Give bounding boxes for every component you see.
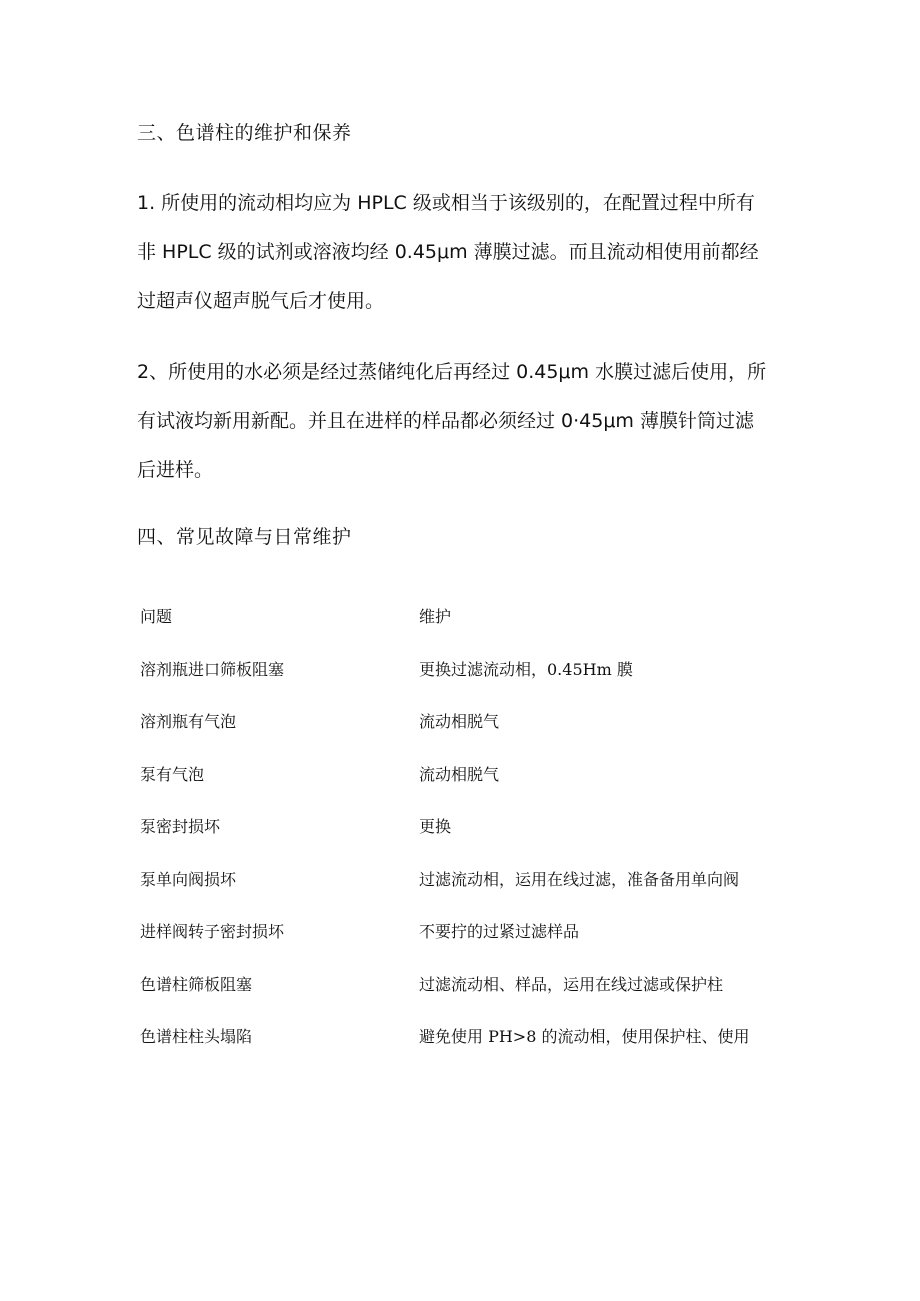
fix-cell: 更换	[419, 817, 452, 836]
header-problem: 问题	[140, 607, 173, 626]
problem-cell: 溶剂瓶进口筛板阻塞	[140, 659, 285, 679]
paragraph-1-line-1: 1. 所使用的流动相均应为 HPLC 级或相当于该级别的，在配置过程中所有	[137, 192, 755, 214]
problem-cell: 泵密封损坏	[140, 817, 221, 836]
table-row	[140, 659, 820, 712]
fix-cell: 流动相脱气	[419, 764, 500, 784]
problem-cell: 色谱柱柱头塌陷	[140, 1027, 253, 1046]
problem-cell: 色谱柱筛板阻塞	[140, 974, 253, 994]
table-row	[140, 869, 820, 922]
maintenance-table	[140, 606, 820, 1079]
table-row	[140, 921, 820, 974]
fix-cell: 过滤流动相，运用在线过滤，准备备用单向阀	[419, 869, 740, 889]
problem-cell: 泵单向阀损坏	[140, 869, 237, 889]
paragraph-2-line-1: 2、所使用的水必须是经过蒸储纯化后再经过 0.45μm 水膜过滤后使用，所	[137, 361, 767, 383]
paragraph-2-line-3: 后进样。	[137, 459, 214, 481]
problem-cell: 进样阀转子密封损坏	[140, 922, 285, 941]
paragraph-1-line-3: 过超声仪超声脱气后才使用。	[137, 290, 385, 312]
section-3-title: 三、色谱柱的维护和保养	[137, 122, 352, 144]
problem-cell: 溶剂瓶有气泡	[140, 712, 237, 731]
header-fix: 维护	[419, 607, 452, 626]
table-row	[140, 816, 820, 869]
section-3-paragraph-2	[137, 352, 787, 490]
section-3-paragraph-1	[137, 183, 787, 321]
table-row	[140, 711, 820, 764]
table-header-row	[140, 606, 820, 659]
paragraph-1-line-2: 非 HPLC 级的试剂或溶液均经 0.45μm 薄膜过滤。而且流动相使用前都经	[137, 241, 759, 263]
table-row	[140, 974, 820, 1027]
section-4-title: 四、常见故障与日常维护	[137, 526, 352, 548]
paragraph-2-line-2: 有试液均新用新配。并且在进样的样品都必须经过 0·45μm 薄膜针筒过滤	[137, 410, 754, 432]
fix-cell: 更换过滤流动相，0.45Hm 膜	[419, 659, 633, 679]
fix-cell: 不要拧的过紧过滤样品	[419, 922, 580, 941]
table-row	[140, 1026, 820, 1079]
fix-cell: 流动相脱气	[419, 712, 500, 731]
table-row	[140, 764, 820, 817]
fix-cell: 避免使用 PH>8 的流动相，使用保护柱、使用	[419, 1027, 750, 1046]
fix-cell: 过滤流动相、样品，运用在线过滤或保护柱	[419, 974, 724, 994]
problem-cell: 泵有气泡	[140, 764, 205, 784]
